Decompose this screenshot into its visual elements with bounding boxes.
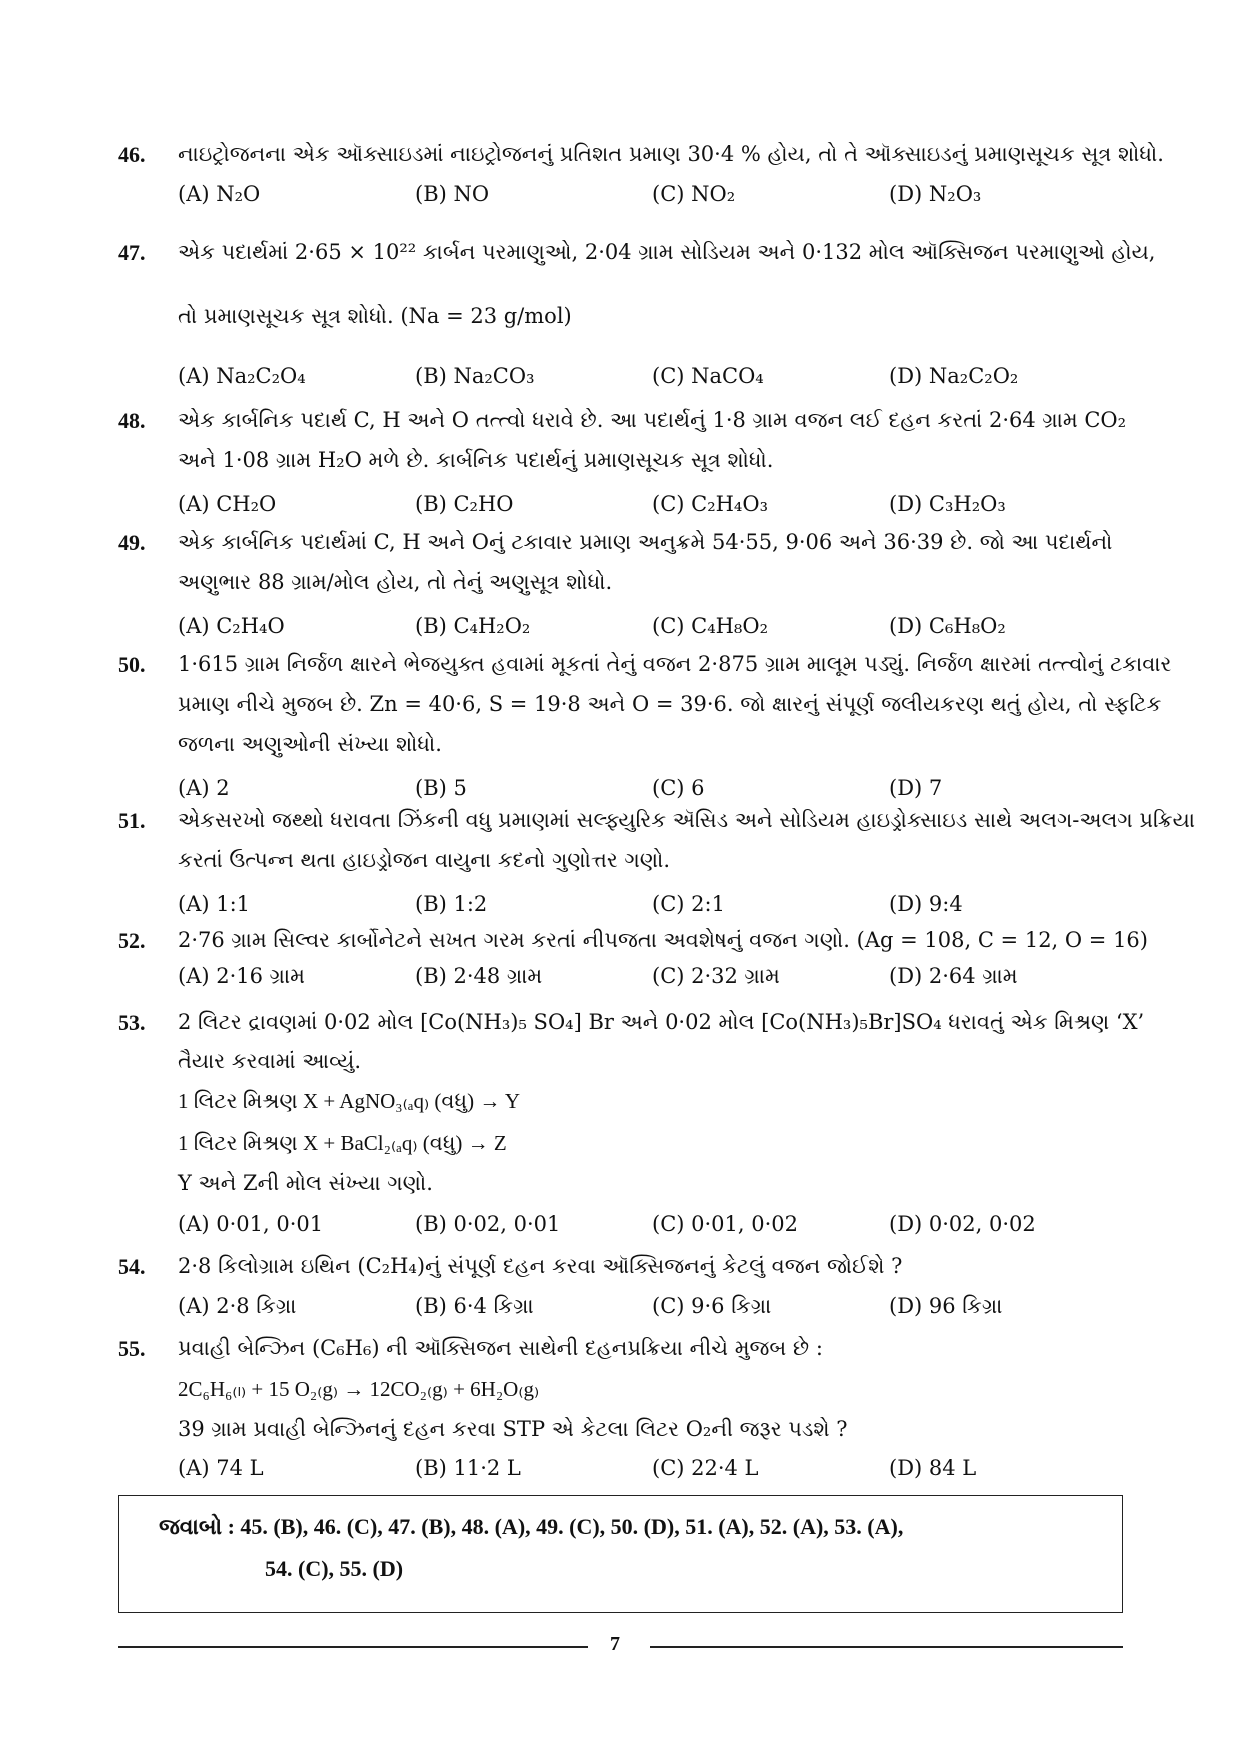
question-number: 54. (118, 1254, 146, 1279)
question-46 (118, 134, 1164, 214)
question-text: કરતાં ઉત્પન્ન થતા હાઇડ્રોજન વાયુના કદનો ગુણોત્તર ગણો. (178, 848, 671, 872)
footer-rule-right (650, 1646, 1123, 1648)
question-text: 2 લિટર દ્રાવણમાં 0·02 મોલ [Co(NH₃)₅ SO₄] Br અને 0·02 મોલ [Co(NH₃)₅Br]SO₄ ધરાવતું એક મિશ્રણ ‘X’ (178, 1010, 1145, 1034)
reaction-equation: 2C₆H₆₍ₗ₎ + 15 O₂₍g₎ → 12CO₂₍g₎ + 6H₂O₍g₎ (178, 1377, 540, 1401)
question-number: 52. (118, 928, 146, 953)
question-text: 2·8 કિલોગ્રામ ઇથિન (C₂H₄)નું સંપૂર્ણ દહન કરવા ઑક્સિજનનું કેટલું વજન જોઈશે ? (178, 1254, 903, 1278)
question-text: અને 1·08 ગ્રામ H₂O મળે છે. કાર્બનિક પદાર્થનું પ્રમાણસૂચક સૂત્ર શોધો. (178, 448, 774, 472)
question-number: 51. (118, 808, 146, 833)
question-text: અણુભાર 88 ગ્રામ/મોલ હોય, તો તેનું અણુસૂત્ર શોધો. (178, 570, 613, 594)
options-row (178, 956, 1128, 996)
option-b: (B) Na₂CO₃ (415, 364, 535, 388)
question-text: પ્રમાણ નીચે મુજબ છે. Zn = 40·6, S = 19·8 અને O = 39·6. જો ક્ષારનું સંપૂર્ણ જલીયકરણ થતું હોય, તો સ્ફટિક (178, 692, 1162, 716)
answer-label: જવાબો : (159, 1514, 235, 1539)
question-51 (118, 800, 1195, 924)
option-a: (A) 2 (178, 776, 230, 800)
option-c: (C) 2·32 ગ્રામ (652, 964, 780, 988)
question-number: 47. (118, 240, 146, 265)
options-row (178, 1286, 1128, 1326)
question-text: એક કાર્બનિક પદાર્થ C, H અને O તત્ત્વો ધરાવે છે. આ પદાર્થનું 1·8 ગ્રામ વજન લઈ દહન કરતાં 2·64 ગ્રામ CO₂ (178, 408, 1127, 432)
option-a: (A) N₂O (178, 182, 261, 206)
option-d: (D) Na₂C₂O₂ (889, 364, 1019, 388)
option-c: (C) 2:1 (652, 892, 725, 916)
question-text: નાઇટ્રોજનના એક ઑક્સાઇડમાં નાઇટ્રોજનનું પ્રતિશત પ્રમાણ 30·4 % હોય, તો તે ઑક્સાઇડનું પ્રમાણસૂચક સૂત્ર શોધો. (178, 142, 1164, 166)
option-a: (A) CH₂O (178, 492, 277, 516)
option-b: (B) 5 (415, 776, 467, 800)
option-d: (D) 7 (889, 776, 943, 800)
option-b: (B) NO (415, 182, 490, 206)
option-c: (C) NaCO₄ (652, 364, 764, 388)
answer-list-1: 45. (B), 46. (C), 47. (B), 48. (A), 49. (C), 50. (D), 51. (A), 52. (A), 53. (A), (240, 1514, 904, 1539)
question-text: તૈયાર કરવામાં આવ્યું. (178, 1049, 362, 1073)
option-d: (D) 0·02, 0·02 (889, 1212, 1036, 1236)
option-b: (B) 2·48 ગ્રામ (415, 964, 543, 988)
option-c: (C) NO₂ (652, 182, 736, 206)
option-c: (C) C₄H₈O₂ (652, 614, 768, 638)
option-d: (D) C₃H₂O₃ (889, 492, 1006, 516)
option-b: (B) C₂HO (415, 492, 514, 516)
footer-rule-left (118, 1646, 588, 1648)
options-row (178, 484, 1128, 524)
options-row (178, 1448, 1128, 1488)
question-number: 55. (118, 1336, 146, 1361)
options-row (178, 1204, 1128, 1244)
option-c: (C) 22·4 L (652, 1456, 759, 1480)
option-c: (C) 0·01, 0·02 (652, 1212, 798, 1236)
question-number: 53. (118, 1010, 146, 1035)
option-d: (D) C₆H₈O₂ (889, 614, 1006, 638)
question-text: તો પ્રમાણસૂચક સૂત્ર શોધો. (Na = 23 g/mol) (178, 304, 572, 328)
option-c: (C) 6 (652, 776, 705, 800)
options-row (178, 884, 1128, 924)
options-row (178, 174, 1128, 214)
option-d: (D) 96 કિગ્રા (889, 1294, 1003, 1318)
question-text: એકસરખો જથ્થો ધરાવતા ઝિંકની વધુ પ્રમાણમાં સલ્ફ્યુરિક ઍસિડ અને સોડિયમ હાઇડ્રોક્સાઇડ સાથે અલગ-અલગ પ્રક્રિયા (178, 808, 1195, 832)
question-48 (118, 400, 1128, 524)
option-a: (A) 0·01, 0·01 (178, 1212, 324, 1236)
options-row (178, 606, 1128, 646)
question-52 (118, 920, 1148, 996)
option-b: (B) 11·2 L (415, 1456, 521, 1480)
option-b: (B) 0·02, 0·01 (415, 1212, 561, 1236)
option-a: (A) 2·16 ગ્રામ (178, 964, 305, 988)
option-c: (C) 9·6 કિગ્રા (652, 1294, 772, 1318)
question-text: Y અને Zની મોલ સંખ્યા ગણો. (178, 1171, 433, 1195)
option-a: (A) C₂H₄O (178, 614, 285, 638)
option-a: (A) 74 L (178, 1456, 264, 1480)
question-53 (118, 1002, 1145, 1244)
answer-row-1 (159, 1514, 903, 1540)
page-number: 7 (610, 1633, 620, 1655)
option-c: (C) C₂H₄O₃ (652, 492, 768, 516)
question-text: 2·76 ગ્રામ સિલ્વર કાર્બોનેટને સખત ગરમ કરતાં નીપજતા અવશેષનું વજન ગણો. (Ag = 108, C = 12, O = 16) (178, 928, 1148, 952)
question-text: એક પદાર્થમાં 2·65 × 10²² કાર્બન પરમાણુઓ, 2·04 ગ્રામ સોડિયમ અને 0·132 મોલ ઑક્સિજન પરમાણુઓ હોય, (178, 240, 1156, 264)
question-number: 49. (118, 530, 146, 555)
option-d: (D) 84 L (889, 1456, 977, 1480)
option-b: (B) 1:2 (415, 892, 488, 916)
question-text: એક કાર્બનિક પદાર્થમાં C, H અને Oનું ટકાવાર પ્રમાણ અનુક્રમે 54·55, 9·06 અને 36·39 છે. જો આ પદાર્થનો (178, 530, 1113, 554)
question-text: 1·615 ગ્રામ નિર્જળ ક્ષારને ભેજયુક્ત હવામાં મૂકતાં તેનું વજન 2·875 ગ્રામ માલૂમ પડ્યું. નિર્જળ ક્ષારમાં તત્ત્વોનું ટકાવાર (178, 652, 1172, 676)
options-row (178, 356, 1128, 396)
question-text: પ્રવાહી બેન્ઝિન (C₆H₆) ની ઑક્સિજન સાથેની દહનપ્રક્રિયા નીચે મુજબ છે : (178, 1336, 823, 1360)
reaction-equation-y: 1 લિટર મિશ્રણ X + AgNO₃₍ₐq₎ (વધુ) → Y (178, 1089, 520, 1113)
question-49 (118, 522, 1128, 646)
option-b: (B) 6·4 કિગ્રા (415, 1294, 534, 1318)
question-55 (118, 1328, 1128, 1488)
option-d: (D) N₂O₃ (889, 182, 982, 206)
question-54 (118, 1246, 1128, 1326)
answer-key-box (118, 1495, 1123, 1613)
question-number: 50. (118, 652, 146, 677)
option-a: (A) 2·8 કિગ્રા (178, 1294, 297, 1318)
reaction-equation-z: 1 લિટર મિશ્રણ X + BaCl₂₍ₐq₎ (વધુ) → Z (178, 1131, 507, 1155)
answer-row-2 (265, 1556, 403, 1582)
question-number: 46. (118, 142, 146, 167)
option-a: (A) Na₂C₂O₄ (178, 364, 306, 388)
option-a: (A) 1:1 (178, 892, 251, 916)
question-text: 39 ગ્રામ પ્રવાહી બેન્ઝિનનું દહન કરવા STP એ કેટલા લિટર O₂ની જરૂર પડશે ? (178, 1417, 848, 1441)
question-47 (118, 232, 1156, 396)
option-b: (B) C₄H₂O₂ (415, 614, 531, 638)
question-number: 48. (118, 408, 146, 433)
answer-list-2: 54. (C), 55. (D) (265, 1556, 404, 1581)
option-d: (D) 9:4 (889, 892, 963, 916)
option-d: (D) 2·64 ગ્રામ (889, 964, 1018, 988)
question-50 (118, 644, 1172, 808)
question-text: જળના અણુઓની સંખ્યા શોધો. (178, 732, 442, 756)
